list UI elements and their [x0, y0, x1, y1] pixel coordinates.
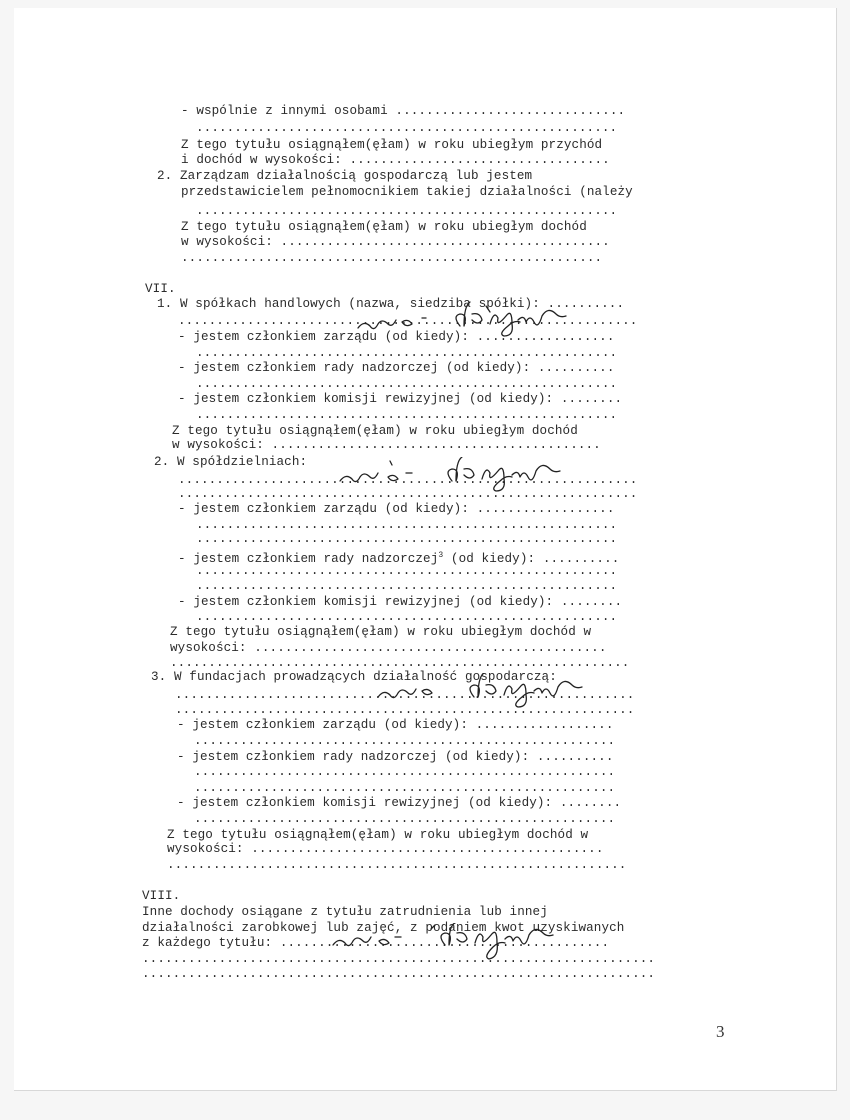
text-line: Z tego tytułu osiągnąłem(ęłam) w roku ubiegłym przychód: [181, 138, 603, 152]
dotted-line: .......................................................: [194, 781, 616, 795]
dotted-line: .......................................................: [181, 251, 603, 265]
dotted-line: ............................................................: [170, 656, 630, 670]
text-line: Z tego tytułu osiągnąłem(ęłam) w roku ubiegłym dochód: [172, 424, 578, 438]
text-line: w wysokości: ...........................................: [172, 438, 601, 452]
handwriting-3: [370, 673, 600, 713]
dotted-line: ............................................................: [175, 703, 635, 717]
section-heading: VIII.: [142, 889, 181, 903]
dotted-line: ............................................................: [178, 487, 638, 501]
text-line: w wysokości: ...........................................: [181, 235, 610, 249]
text-line: Inne dochody osiągane z tytułu zatrudnienia lub innej: [142, 905, 548, 919]
text-line: - jestem członkiem komisji rewizyjnej (od kiedy): ........: [178, 392, 623, 406]
text-line: wysokości: ..............................................: [170, 641, 607, 655]
text-line: 2. Zarządzam działalnością gospodarczą lub jestem: [157, 169, 533, 183]
dotted-line: .......................................................: [196, 204, 618, 218]
text-line: - jestem członkiem rady nadzorczej (od kiedy): ..........: [177, 750, 614, 764]
dotted-line: .......................................................: [196, 610, 618, 624]
dotted-line: ............................................................: [167, 858, 627, 872]
page-number: 3: [716, 1022, 725, 1041]
dotted-line: .......................................................: [194, 734, 616, 748]
handwriting-4: [325, 923, 565, 967]
dotted-line: ............................................................: [175, 688, 635, 702]
text-line: działalności zarobkowej lub zajęć, z podaniem kwot uzyskiwanych: [142, 921, 625, 935]
footnote-ref: 3: [438, 551, 444, 560]
text-fragment: (od kiedy): ..........: [443, 552, 620, 566]
text-line: Z tego tytułu osiągnąłem(ęłam) w roku ubiegłym dochód w: [167, 828, 589, 842]
text-line: - jestem członkiem komisji rewizyjnej (od kiedy): ........: [178, 595, 623, 609]
text-line: - jestem członkiem rady nadzorczej (od kiedy): ..........: [178, 361, 615, 375]
dotted-line: .......................................................: [196, 377, 618, 391]
dotted-line: .......................................................: [196, 579, 618, 593]
text-line: - jestem członkiem komisji rewizyjnej (od kiedy): ........: [177, 796, 622, 810]
text-line: - wspólnie z innymi osobami ..............................: [181, 104, 626, 118]
dotted-line: ............................................................: [178, 314, 638, 328]
text-line: wysokości: ..............................................: [167, 842, 604, 856]
dotted-line: .......................................................: [196, 532, 618, 546]
text-line: 1. W spółkach handlowych (nazwa, siedziba spółki): ..........: [157, 297, 625, 311]
text-line: - jestem członkiem zarządu (od kiedy): ..................: [178, 502, 615, 516]
text-line: przedstawicielem pełnomocnikiem takiej działalności (należy: [181, 185, 633, 199]
dotted-line: .......................................................: [196, 408, 618, 422]
text-fragment: - jestem członkiem rady nadzorczej: [178, 552, 439, 566]
dotted-line: .......................................................: [194, 812, 616, 826]
dotted-line: ............................................................: [178, 473, 638, 487]
dotted-line: .......................................................: [196, 564, 618, 578]
text-line: Z tego tytułu osiągnąłem(ęłam) w roku ubiegłym dochód: [181, 220, 587, 234]
dotted-line: .......................................................: [196, 518, 618, 532]
text-line: 3. W fundacjach prowadzących działalność gospodarczą:: [151, 670, 557, 684]
dotted-line: ...................................................................: [142, 967, 656, 981]
text-line: Z tego tytułu osiągnąłem(ęłam) w roku ubiegłym dochód w: [170, 625, 592, 639]
text-line: 2. W spółdzielniach:: [154, 455, 308, 469]
dotted-line: .......................................................: [194, 765, 616, 779]
handwriting-1: [350, 300, 590, 340]
text-line: - jestem członkiem zarządu (od kiedy): ..................: [178, 330, 615, 344]
dotted-line: .......................................................: [196, 121, 618, 135]
section-heading: VII.: [145, 282, 176, 296]
text-line: - jestem członkiem zarządu (od kiedy): ..................: [177, 718, 614, 732]
text-line: i dochód w wysokości: ..................................: [181, 153, 610, 167]
text-line: z każdego tytułu: ...........................................: [142, 936, 610, 950]
handwriting-2: [330, 457, 580, 497]
dotted-line: .......................................................: [196, 346, 618, 360]
dotted-line: ...................................................................: [142, 952, 656, 966]
